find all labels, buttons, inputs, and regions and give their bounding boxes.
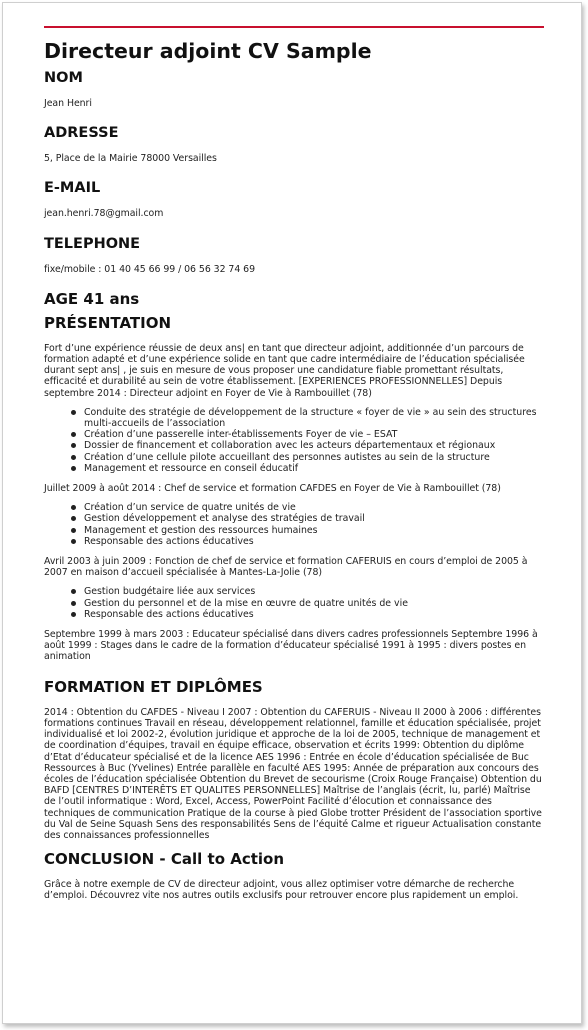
job3-task-list bbox=[44, 586, 544, 620]
list-item: Dossier de financement et collaboration avec les acteurs départementaux et régionaux bbox=[84, 440, 544, 451]
list-item: Conduite des stratégie de développement de la structure « foyer de vie » au sein des structures multi-accueils de l’association bbox=[84, 407, 544, 429]
conclusion-text: Grâce à notre exemple de CV de directeur adjoint, vous allez optimiser votre démarche de recherche d’emploi. Découvrez vite nos autres outils exclusifs pour retrouver encore plus rapidement un emploi. bbox=[44, 879, 519, 902]
presentation-intro: Fort d’une expérience réussie de deux ans| en tant que directeur adjoint, additionnée d’un parcours de formation adapté et d’une expérience solide en tant que cadre intermédiaire de l’éducation spécialisée durant sept ans| , je suis en mesure de vous proposer une candidature fiable promettant résultats, efficacité et durabilité au sein de votre établissement. [EXPERIENCES PROFESSIONNELLES] Depuis septembre 2014 : Directeur adjoint en Foyer de Vie à Rambouillet (78) bbox=[44, 342, 525, 399]
age-heading: AGE 41 ans bbox=[44, 289, 140, 308]
job1-task-list bbox=[44, 407, 544, 474]
section-heading-adresse: ADRESSE bbox=[44, 125, 119, 142]
list-item: Gestion développement et analyse des stratégies de travail bbox=[84, 513, 544, 524]
list-item: Management et gestion des ressources humaines bbox=[84, 525, 544, 536]
email-value: jean.henri.78@gmail.com bbox=[44, 208, 164, 220]
section-heading-conclusion: CONCLUSION - Call to Action bbox=[44, 850, 285, 869]
section-heading-presentation: PRÉSENTATION bbox=[44, 313, 172, 332]
section-heading-telephone: TELEPHONE bbox=[44, 235, 141, 252]
adresse-value: 5, Place de la Mairie 78000 Versailles bbox=[44, 153, 217, 165]
jobs-tail-text: Septembre 1999 à mars 2003 : Educateur spécialisé dans divers cadres professionnels Septembre 1996 à août 1999 : Stages dans le cadre de la formation d’éducateur spécialisé 1991 à 1995 : divers postes en animation bbox=[44, 629, 538, 663]
cv-content bbox=[44, 36, 544, 902]
nom-value: Jean Henri bbox=[44, 98, 92, 109]
section-heading-formation: FORMATION ET DIPLÔMES bbox=[44, 677, 263, 696]
top-red-rule bbox=[44, 26, 544, 28]
list-item: Création d’une cellule pilote accueillant des personnes autistes au sein de la structure bbox=[84, 452, 544, 463]
list-item: Responsable des actions éducatives bbox=[84, 609, 544, 620]
list-item: Gestion du personnel et de la mise en œuvre de quatre unités de vie bbox=[84, 598, 544, 609]
section-heading-nom: NOM bbox=[44, 70, 83, 86]
list-item: Création d’un service de quatre unités de vie bbox=[84, 502, 544, 513]
telephone-value: fixe/mobile : 01 40 45 66 99 / 06 56 32 74 69 bbox=[44, 263, 256, 275]
section-heading-email: E-MAIL bbox=[44, 180, 101, 197]
list-item: Responsable des actions éducatives bbox=[84, 536, 544, 547]
formation-text: 2014 : Obtention du CAFDES - Niveau I 2007 : Obtention du CAFERUIS - Niveau II 2000 à 2006 : différentes formations continues Travail en réseau, développement relationnel, famille et éducation spécialisée, projet individualisé et loi 2002-2, évolution juridique et approche de la loi de 2005, technique de management et de coordination d’équipes, travail en équipe efficace, observation et écrits 1999: Obtention du diplôme d’Etat d’éducateur spécialisé et de la licence AES 1996 : Entrée en école d’éducation spécialisée de Buc Ressources à Buc (Yvelines) Entrée parallèle en faculté AES 1995: Année de préparation aux concours des écoles de l’éducation spécialisée Obtention du Brevet de secourisme (Croix Rouge Française) Obtention du BAFD [CENTRES D’INTERÊTS ET QUALITES PERSONNELLES] Maîtrise de l’anglais (écrit, lu, parlé) Maîtrise de l’outil informatique : Word, Excel, Access, PowerPoint Facilité d’élocution et connaissance des techniques de communication Pratique de la course à pied Globe trotter Président de l’association sportive du Val de Seine Squash Sens des responsabilités Sens de l’équité Calme et rigueur Actualisation constante des connaissances professionnelles bbox=[44, 706, 542, 841]
list-item: Management et ressource en conseil éducatif bbox=[84, 463, 544, 474]
job2-text: Juillet 2009 à août 2014 : Chef de service et formation CAFDES en Foyer de Vie à Rambouillet (78) bbox=[44, 483, 501, 495]
job2-task-list bbox=[44, 502, 544, 547]
job3-text: Avril 2003 à juin 2009 : Fonction de chef de service et formation CAFERUIS en cours d’emploi de 2005 à 2007 en maison d’accueil spécialisée à Mantes-La-Jolie (78) bbox=[44, 556, 528, 579]
page-title: Directeur adjoint CV Sample bbox=[44, 39, 372, 63]
list-item: Création d’une passerelle inter-établissements Foyer de vie – ESAT bbox=[84, 429, 544, 440]
list-item: Gestion budgétaire liée aux services bbox=[84, 586, 544, 597]
